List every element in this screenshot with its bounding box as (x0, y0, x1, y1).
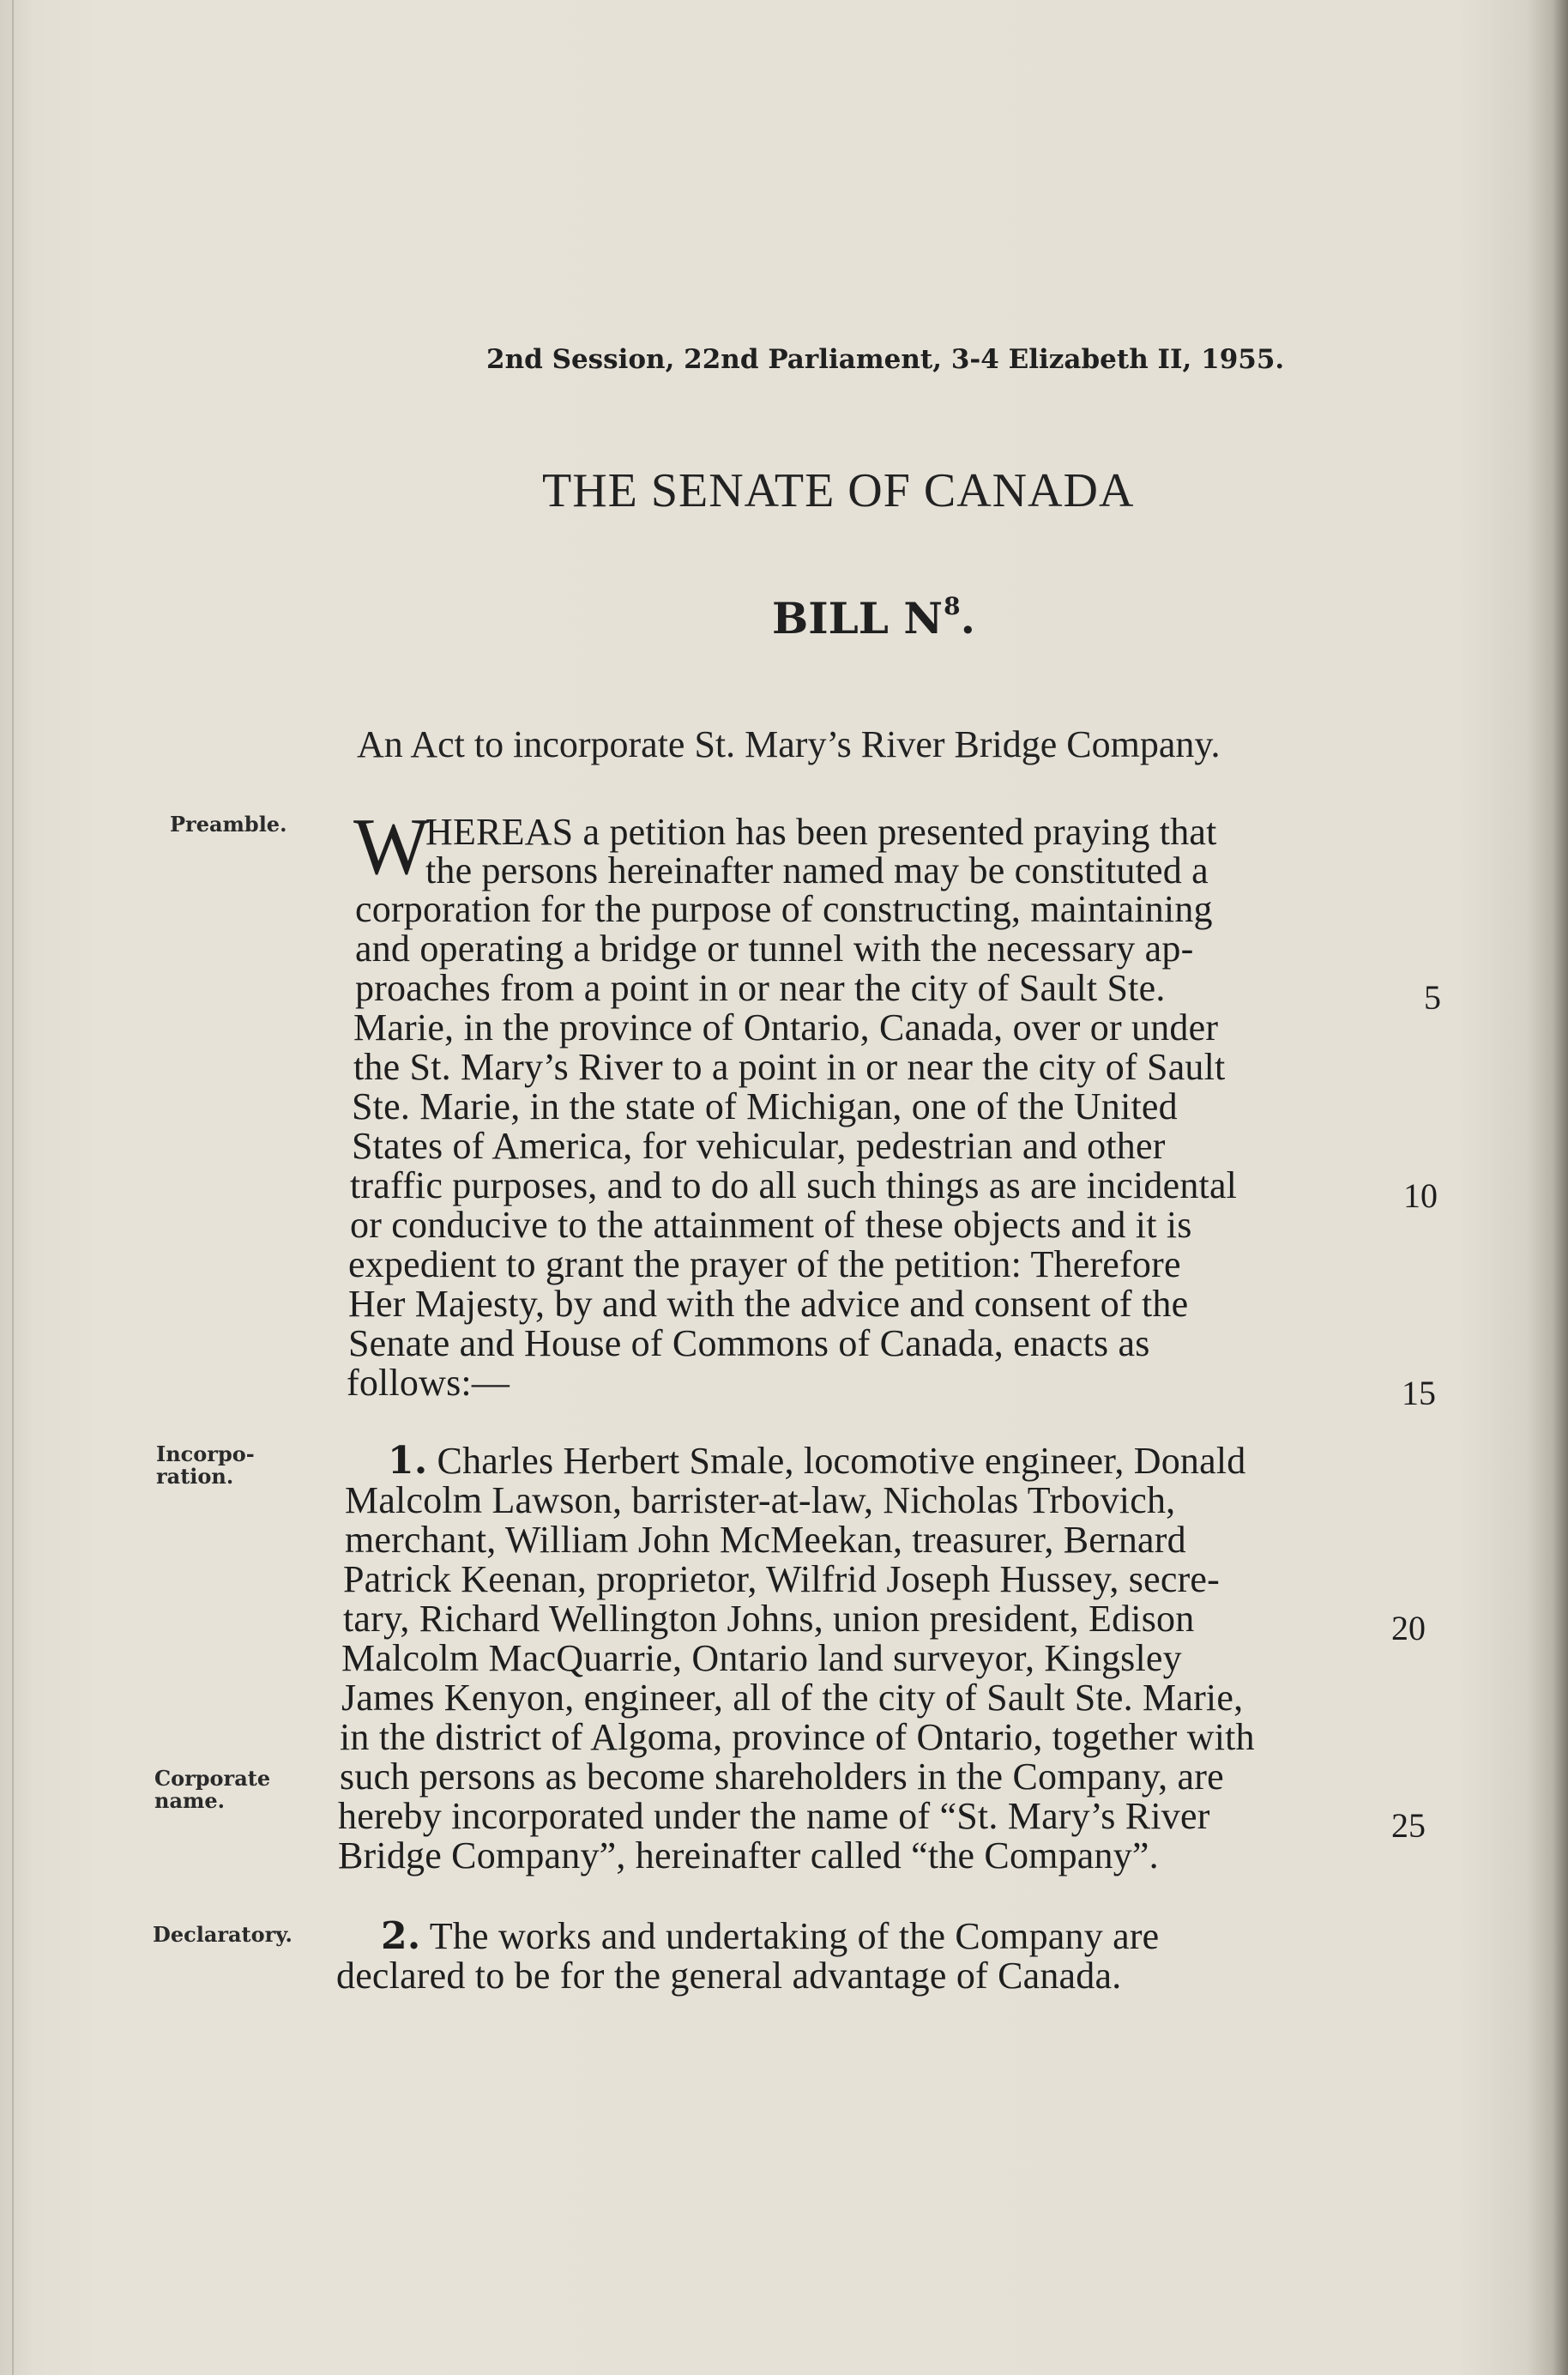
line-number: 5 (1424, 978, 1441, 1017)
session-header: 2nd Session, 22nd Parliament, 3-4 Elizabeth II, 1955. (486, 344, 1285, 375)
preamble-line: Marie, in the province of Ontario, Canada, over or under (353, 1006, 1219, 1049)
section-1-line: such persons as become shareholders in the Company, are (340, 1756, 1224, 1798)
page-edge (12, 0, 14, 2375)
preamble-line: the St. Mary’s River to a point in or near the city of Sault (353, 1046, 1226, 1088)
preamble-line: Ste. Marie, in the state of Michigan, one of the United (352, 1085, 1178, 1127)
bill-suffix: . (960, 593, 975, 644)
section-2-first-line (381, 1914, 1160, 1958)
margin-note-corporate-name: Corporate name. (154, 1766, 271, 1813)
section-1-line: Patrick Keenan, proprietor, Wilfrid Joseph Hussey, secre- (343, 1558, 1221, 1600)
section-1-line: Bridge Company”, hereinafter called “the Company”. (338, 1834, 1159, 1876)
margin-note-incorporation: Incorpo- ration. (156, 1441, 255, 1489)
section-1-line: merchant, William John McMeekan, treasurer, Bernard (345, 1519, 1186, 1561)
section-1-line: hereby incorporated under the name of “St. Mary’s River (338, 1795, 1210, 1837)
preamble-line: Senate and House of Commons of Canada, enacts as (348, 1322, 1150, 1364)
margin-note-preamble: Preamble. (170, 812, 287, 837)
act-title: An Act to incorporate St. Mary’s River Bridge Company. (357, 723, 1221, 765)
preamble-line: Her Majesty, by and with the advice and consent of the (348, 1283, 1189, 1325)
section-1-number: 1. (388, 1439, 428, 1483)
preamble-line: follows:— (347, 1362, 510, 1404)
section-1-line: tary, Richard Wellington Johns, union president, Edison (343, 1598, 1195, 1640)
preamble-line: the persons hereinafter named may be constituted a (425, 849, 1209, 891)
document-title: THE SENATE OF CANADA (542, 464, 1135, 517)
bill-number-sup: 8 (944, 592, 961, 620)
section-1-line: in the district of Algoma, province of Ontario, together with (340, 1716, 1255, 1758)
line-number: 20 (1391, 1609, 1426, 1647)
line-number: 10 (1403, 1176, 1438, 1215)
preamble-line: or conducive to the attainment of these objects and it is (350, 1204, 1192, 1246)
section-1-line: Malcolm MacQuarrie, Ontario land surveyor, Kingsley (341, 1637, 1182, 1679)
preamble-line: HEREAS a petition has been presented praying that (425, 811, 1217, 853)
bill-number (772, 592, 975, 644)
bill-label: BILL N (772, 593, 944, 644)
section-2-line: declared to be for the general advantage of Canada. (336, 1955, 1122, 1997)
section-1-line: James Kenyon, engineer, all of the city of Sault Ste. Marie, (341, 1677, 1244, 1719)
section-2-number: 2. (381, 1914, 421, 1958)
line-number: 25 (1391, 1806, 1426, 1845)
margin-note-declaratory: Declaratory. (153, 1922, 292, 1947)
preamble-line: States of America, for vehicular, pedestrian and other (352, 1125, 1166, 1167)
preamble-line: proaches from a point in or near the city of Sault Ste. (355, 967, 1166, 1009)
line-number: 15 (1402, 1374, 1436, 1412)
section-1-line: Charles Herbert Smale, locomotive engineer, Donald (437, 1440, 1246, 1482)
preamble-line: expedient to grant the prayer of the petition: Therefore (348, 1243, 1181, 1285)
preamble-dropcap: W (353, 802, 430, 891)
section-1-first-line (388, 1441, 1245, 1481)
section-2-line: The works and undertaking of the Company are (429, 1915, 1160, 1957)
preamble-line: traffic purposes, and to do all such things as are incidental (350, 1164, 1238, 1206)
preamble-line: and operating a bridge or tunnel with the necessary ap- (355, 928, 1194, 970)
section-1-line: Malcolm Lawson, barrister-at-law, Nicholas Trbovich, (345, 1479, 1176, 1521)
preamble-line: corporation for the purpose of constructing, maintaining (355, 888, 1213, 930)
